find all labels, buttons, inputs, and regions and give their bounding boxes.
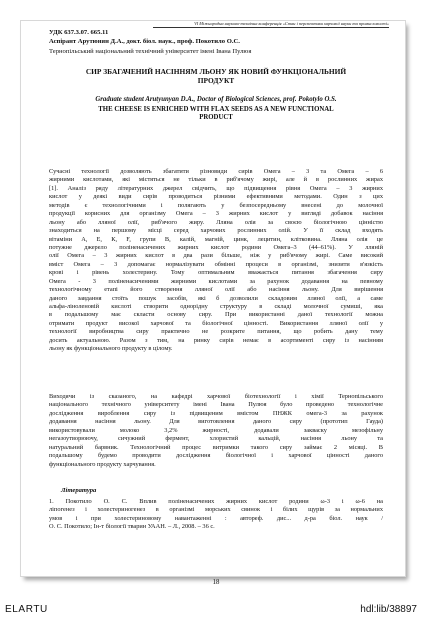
text-line: [1]. Аналіз ряду літературних джерел свідчить, що підвищення рівня Омега – 3 жирних — [49, 184, 383, 192]
text-line: кислот у деякі види сирів проводиться різними ефективними методами. Один з цих — [49, 193, 383, 201]
text-line: потужне джерело поліненасичених жирних кислот родини Омега–3 (44–61%). У лляній — [49, 243, 383, 251]
text-line: жирними кислотами, які містяться не тільки в риб'ячому жирі, але й в рослинних жирах — [49, 176, 383, 184]
text-line: методів є технологічними і полягають у безпосередньому внесені до молочної — [49, 201, 383, 209]
reference-1 — [49, 498, 383, 532]
text-line: знаходиться на першому місці серед харчових рослинних олій. У її склад входять — [49, 227, 383, 235]
paragraph-2 — [49, 393, 383, 469]
text-line: національного технічного університету імені Івана Пулюя було проведено технологічне — [49, 401, 383, 409]
text-line: льону як функціонального продукту в цілому. — [49, 345, 173, 353]
text-line: продукції корисних для організму Омега – 3 жирних кислот у вигляді добавок насіння — [49, 210, 383, 218]
text-line: отримати продукт високої харчової та біологічної цінності. Використання лляної олії у — [49, 319, 383, 327]
handle-id: hdl:lib/38897 — [360, 604, 417, 615]
title-uk — [49, 67, 383, 85]
text-line: олії Омега – 3 жирних кислот в два рази більше, ніж у риб'ячому жирі. Саме високий — [49, 252, 383, 260]
authors-en: Graduate student Arutyunyan D.A., Doctor of Biological Sciences, prof. Pokotylo O.S. — [95, 96, 337, 103]
text-line: альфа-ліноленовій кислоті створити однорідну структуру в складі молочної сумиші, яка — [49, 303, 383, 310]
page-number: 18 — [212, 579, 220, 586]
text-line: даного завдання стоїть пошук засобів, які б дозволили складовим лляної олії, а саме — [49, 294, 383, 302]
title-uk-line: СИР ЗБАГАЧЕНИЙ НАСІННЯМ ЛЬОНУ ЯК НОВИЙ ФУНКЦІОНАЛЬНИЙ — [85, 67, 347, 76]
repository-footer — [0, 601, 424, 620]
title-en-line: THE CHEESE IS ENRICHED WITH FLAX SEEDS AS A NEW FUNCTIONAL — [98, 106, 334, 113]
text-line: технологічному етапі його створення лляної олії або насіння льону. Для вирішення — [49, 286, 383, 294]
reference-line: умов і при холестериновому навантаженні : автореф. дис... д-ра біол. наук / — [49, 514, 383, 522]
title-en — [49, 106, 383, 123]
text-line: льону або лляної олії, риб'ячого жиру. Лляна олія за своєю біологічною цінністю — [49, 218, 383, 226]
title-uk-line: ПРОДУКТ — [197, 76, 235, 85]
text-line: технології виробництва сиру практично не розкрите питання, що робить дану тему — [49, 328, 383, 336]
text-line: Виходячи із сказаного, на кафедрі харчової біотехнології і хімії Тернопільського — [49, 393, 383, 400]
text-line: додавання насіння льону. Для виготовлення даного сиру (прототип Гауда) — [49, 418, 383, 426]
repository-name: ELARTU — [5, 604, 48, 615]
text-line: подальшому будемо проводити дослідження біологічної і харчової цінності даного — [49, 452, 383, 460]
title-en-line: PRODUCT — [199, 114, 233, 122]
text-line: Сучасні технології дозволяють збагатити різновиди сирів Омега – 3 та Омега – 6 — [49, 168, 383, 175]
paragraph-1 — [49, 168, 383, 354]
document-page — [21, 21, 405, 586]
text-line: негазоутворюючу, сичужний фермент, хлористий кальцій, насіння льону та — [49, 435, 383, 443]
authors-uk: Аспірант Арутюнян Д.А., докт. біол. наук., проф. Покотило О.С. — [49, 38, 240, 45]
conference-header: VI Міжнародна науково-технічна конференція «Стан і перспективи харчової науки та промисловості» — [153, 21, 389, 28]
text-line: в подальшому має скласти основу сиру. При використанні даної технології можна — [49, 311, 383, 319]
text-line: дослідження вироблення сиру із підвищеним вмістом ПНЖК омега-3 за рахунок — [49, 409, 383, 417]
text-line: крові і рівень холестерину. Тому оптимальним вважається питання збагачення сиру — [49, 269, 383, 277]
text-line: натуральний барвник. Технологічний процес витримки такого сиру займає 2 місяці. В — [49, 443, 383, 451]
text-line: функціонального продукту харчування. — [49, 460, 156, 468]
text-line: використовували молоко 3,2% жирності, додавали закваску мезофільну — [49, 426, 383, 434]
text-line: досить актуальною. Разом з тим, на ринку сирів немає в асортименті сиру із насінням — [49, 336, 383, 344]
literature-heading: Література — [61, 487, 97, 494]
text-line: вміст Омега – 3 допомагає нормалізувати обмінні процеси в організмі, знизити в'язкість — [49, 260, 383, 268]
institution: Тернопільський національний технічний університет імені Івана Пулюя — [49, 48, 252, 55]
text-line: Омега - 3 поліненасиченими жирними кислотами за рахунок додавання на певному — [49, 277, 383, 285]
reference-line: 1. Покотило О. С. Вплив поліненасичених жирних кислот родини ω-3 і ω-6 на — [49, 498, 383, 505]
text-line: вітаміни А, Е, К, F, групи В, калій, магній, цинк, лецитин, клітковина. Лляна олія це — [49, 235, 383, 243]
reference-line: ліпогенез і холестериногенез в організмі морських свинок і білих щурів за нормальних — [49, 506, 383, 514]
udk-code: УДК 637.3.07. 665.11 — [49, 29, 109, 36]
reference-line: О. С. Покотило; Ін-т біології тварин УААН. – Л., 2008. – 36 с. — [49, 523, 215, 531]
